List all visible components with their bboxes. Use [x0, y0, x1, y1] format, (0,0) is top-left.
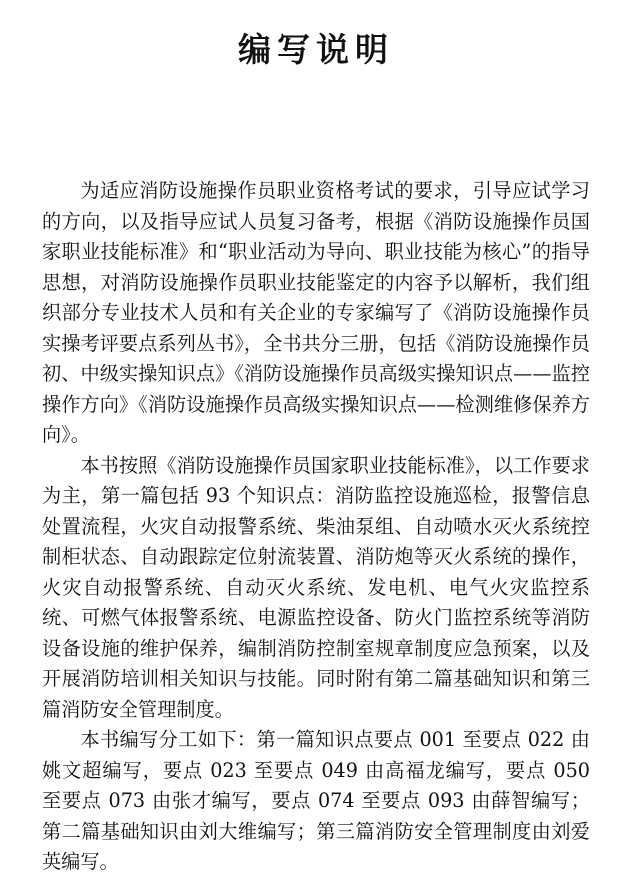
- paragraph-contents: 本书按照《消防设施操作员国家职业技能标准》，以工作要求为主，第一篇包括 93 个知识点：消防监控设施巡检，报警信息处置流程，火灾自动报警系统、柴油泵组、自动喷水灭火系统控制柜状态、自动跟踪定位射流装置、消防炮等灭火系统的操作，火灾自动报警系统、自动灭火系统、发电机、电气火灾监控系统、可燃气体报警系统、电源监控设备、防火门监控系统等消防设备设施的维护保养，编制消防控制室规章制度应急预案，以及开展消防培训相关知识与技能。同时附有第二篇基础知识和第三篇消防安全管理制度。: [42, 453, 590, 721]
- document-body: [42, 176, 590, 878]
- paragraph-authors: 本书编写分工如下：第一篇知识点要点 001 至要点 022 由姚文超编写，要点 023 至要点 049 由高福龙编写，要点 050 至要点 073 由张才编写，要点 074 至要点 093 由薛智编写；第二篇基础知识由刘大维编写；第三篇消防安全管理制度由刘爱英编写。: [42, 728, 590, 873]
- document-page: [42, 0, 590, 878]
- paragraph-purpose: 为适应消防设施操作员职业资格考试的要求，引导应试学习的方向，以及指导应试人员复习备考，根据《消防设施操作员国家职业技能标准》和“职业活动为导向、职业技能为核心”的指导思想，对消防设施操作员职业技能鉴定的内容予以解析，我们组织部分专业技术人员和有关企业的专家编写了《消防设施操作员实操考评要点系列丛书》，全书共分三册，包括《消防设施操作员初、中级实操知识点》《消防设施操作员高级实操知识点——监控操作方向》《消防设施操作员高级实操知识点——检测维修保养方向》。: [42, 179, 590, 446]
- page-title: 编写说明: [238, 30, 394, 69]
